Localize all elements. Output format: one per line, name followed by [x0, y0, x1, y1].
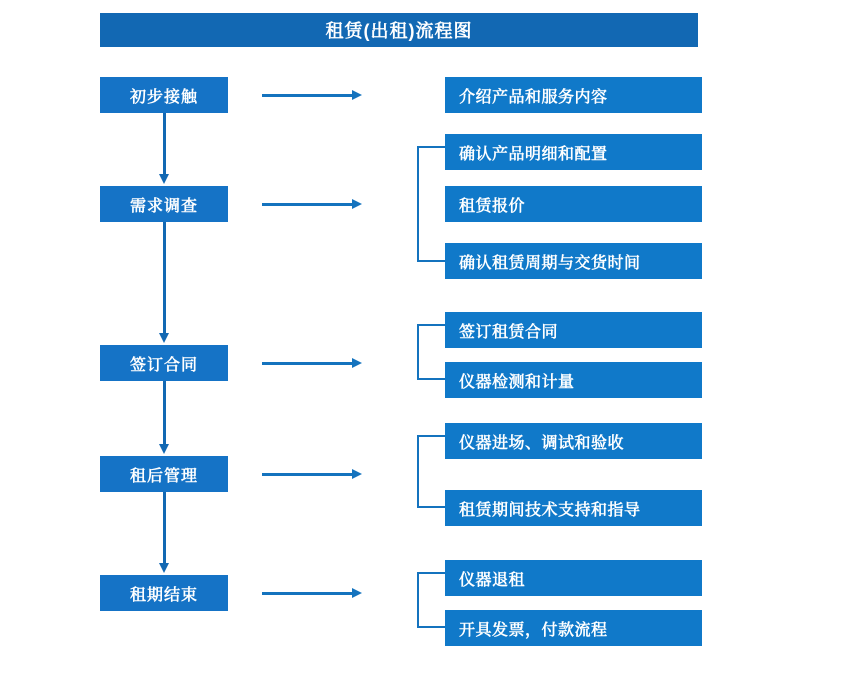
group-bracket-3 [417, 435, 445, 508]
stage-box-sign-contract[interactable]: 签订合同 [100, 345, 228, 381]
group-bracket-1 [417, 146, 445, 262]
stage-box-post-rental-management[interactable]: 租后管理 [100, 456, 228, 492]
arrow-down-2 [163, 222, 166, 334]
arrow-down-4 [163, 492, 166, 564]
group-bracket-2 [417, 324, 445, 380]
stage-box-initial-contact[interactable]: 初步接触 [100, 77, 228, 113]
task-box-confirm-product-details[interactable]: 确认产品明细和配置 [445, 134, 702, 170]
task-box-instrument-return[interactable]: 仪器退租 [445, 560, 702, 596]
task-box-instrument-inspection[interactable]: 仪器检测和计量 [445, 362, 702, 398]
page-title: 租赁(出租)流程图 [100, 13, 698, 47]
stage-box-lease-end[interactable]: 租期结束 [100, 575, 228, 611]
arrow-right-4 [262, 473, 352, 476]
task-box-rental-quotation[interactable]: 租赁报价 [445, 186, 702, 222]
task-box-invoice-payment[interactable]: 开具发票，付款流程 [445, 610, 702, 646]
task-box-technical-support[interactable]: 租赁期间技术支持和指导 [445, 490, 702, 526]
arrow-right-2 [262, 203, 352, 206]
task-box-sign-rental-contract[interactable]: 签订租赁合同 [445, 312, 702, 348]
stage-box-requirement-survey[interactable]: 需求调查 [100, 186, 228, 222]
arrow-right-1 [262, 94, 352, 97]
arrow-down-3 [163, 381, 166, 445]
arrow-right-5 [262, 592, 352, 595]
group-bracket-4 [417, 572, 445, 628]
arrow-right-3 [262, 362, 352, 365]
arrow-down-1 [163, 113, 166, 175]
task-box-instrument-delivery-commissioning[interactable]: 仪器进场、调试和验收 [445, 423, 702, 459]
task-box-confirm-lease-period[interactable]: 确认租赁周期与交货时间 [445, 243, 702, 279]
task-box-introduce-products[interactable]: 介绍产品和服务内容 [445, 77, 702, 113]
